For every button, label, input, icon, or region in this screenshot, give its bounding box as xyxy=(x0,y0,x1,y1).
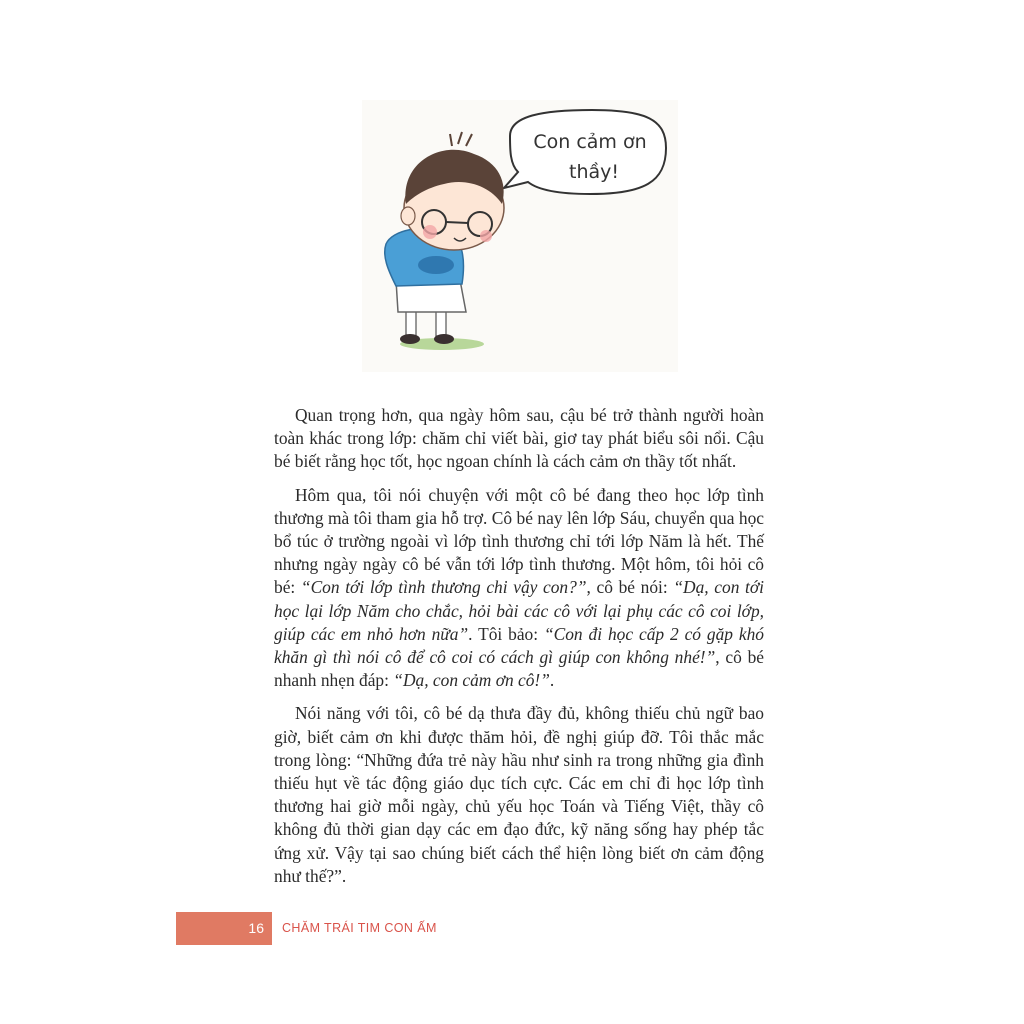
paragraph-2-quote-1: “Con tới lớp tình thương chi vậy con?” xyxy=(300,577,587,598)
paragraph-2-seg-7: , cô bé nhanh nhẹn đáp: xyxy=(274,647,764,691)
paragraph-2-seg-3: , cô bé nói: xyxy=(586,577,674,598)
paragraph-2-seg-1: Hôm qua, tôi nói chuyện với một cô bé đang theo học lớp tình thương mà tôi tham gia hỗ trợ. Cô bé nay lên lớp Sáu, chuyển qua học bổ túc ở trường ngoài vì lớp tình thương chỉ tới lớp Năm là hết. Thế nhưng ngày ngày cô bé vẫn tới lớp tình thương. Một hôm, tôi hỏi cô bé: xyxy=(274,484,764,598)
paragraph-2-quote-4: “Dạ, con cảm ơn cô!” xyxy=(393,670,550,691)
folded-hands xyxy=(418,256,454,274)
right-shoe xyxy=(434,334,454,344)
paragraph-3-text: Nói năng với tôi, cô bé dạ thưa đầy đủ, không thiếu chủ ngữ bao giờ, biết cảm ơn khi được thăm hỏi, đề nghị giúp đỡ. Tôi thắc mắc trong lòng: “Những đứa trẻ này hầu như sinh ra trong những gia đình thiếu hụt về tác động giáo dục tích cực. Các em chỉ đi học lớp tình thương hai giờ mỗi ngày, chủ yếu học Toán và Tiếng Việt, thầy cô không đủ thời gian dạy các em đạo đức, kỹ năng sống hay phép tắc ứng xử. Vậy tại sao chúng biết cách thể hiện lòng biết ơn cảm động như thế?”. xyxy=(274,703,764,886)
left-cheek xyxy=(423,225,437,239)
boy-drawing xyxy=(362,100,678,372)
paragraph-1-text: Quan trọng hơn, qua ngày hôm sau, cậu bé trở thành người hoàn toàn khác trong lớp: chăm chỉ viết bài, giơ tay phát biểu sôi nổi. Cậu bé biết rằng học tốt, học ngoan chính là cách cảm ơn thầy tốt nhất. xyxy=(274,405,764,472)
footer-bar xyxy=(176,912,272,945)
speech-line-2: thầy! xyxy=(569,161,619,183)
ear xyxy=(401,207,415,225)
paragraph-2-quote-2: “Dạ, con tới học lại lớp Năm cho chắc, hỏi bài các cô với lại phụ các cô coi lớp, giúp các em nhỏ hơn nữa” xyxy=(274,577,764,644)
book-title: CHĂM TRÁI TIM CON ẤM xyxy=(282,921,437,935)
body-text xyxy=(274,404,764,898)
paragraph-2-seg-5: . Tôi bảo: xyxy=(468,623,544,644)
glasses-bridge xyxy=(446,222,468,223)
page-number: 16 xyxy=(248,920,264,936)
paragraph-1 xyxy=(274,404,764,474)
speech-line-1: Con cảm ơn xyxy=(533,131,647,153)
left-shoe xyxy=(400,334,420,344)
paragraph-2 xyxy=(274,484,764,693)
paragraph-3 xyxy=(274,702,764,888)
paragraph-2-seg-9: . xyxy=(549,670,555,691)
right-cheek xyxy=(480,230,492,242)
paragraph-2-quote-3: “Con đi học cấp 2 có gặp khó khăn gì thì nói cô để cô coi có cách gì giúp con không nhé!” xyxy=(274,623,764,668)
boy-illustration xyxy=(362,100,678,372)
